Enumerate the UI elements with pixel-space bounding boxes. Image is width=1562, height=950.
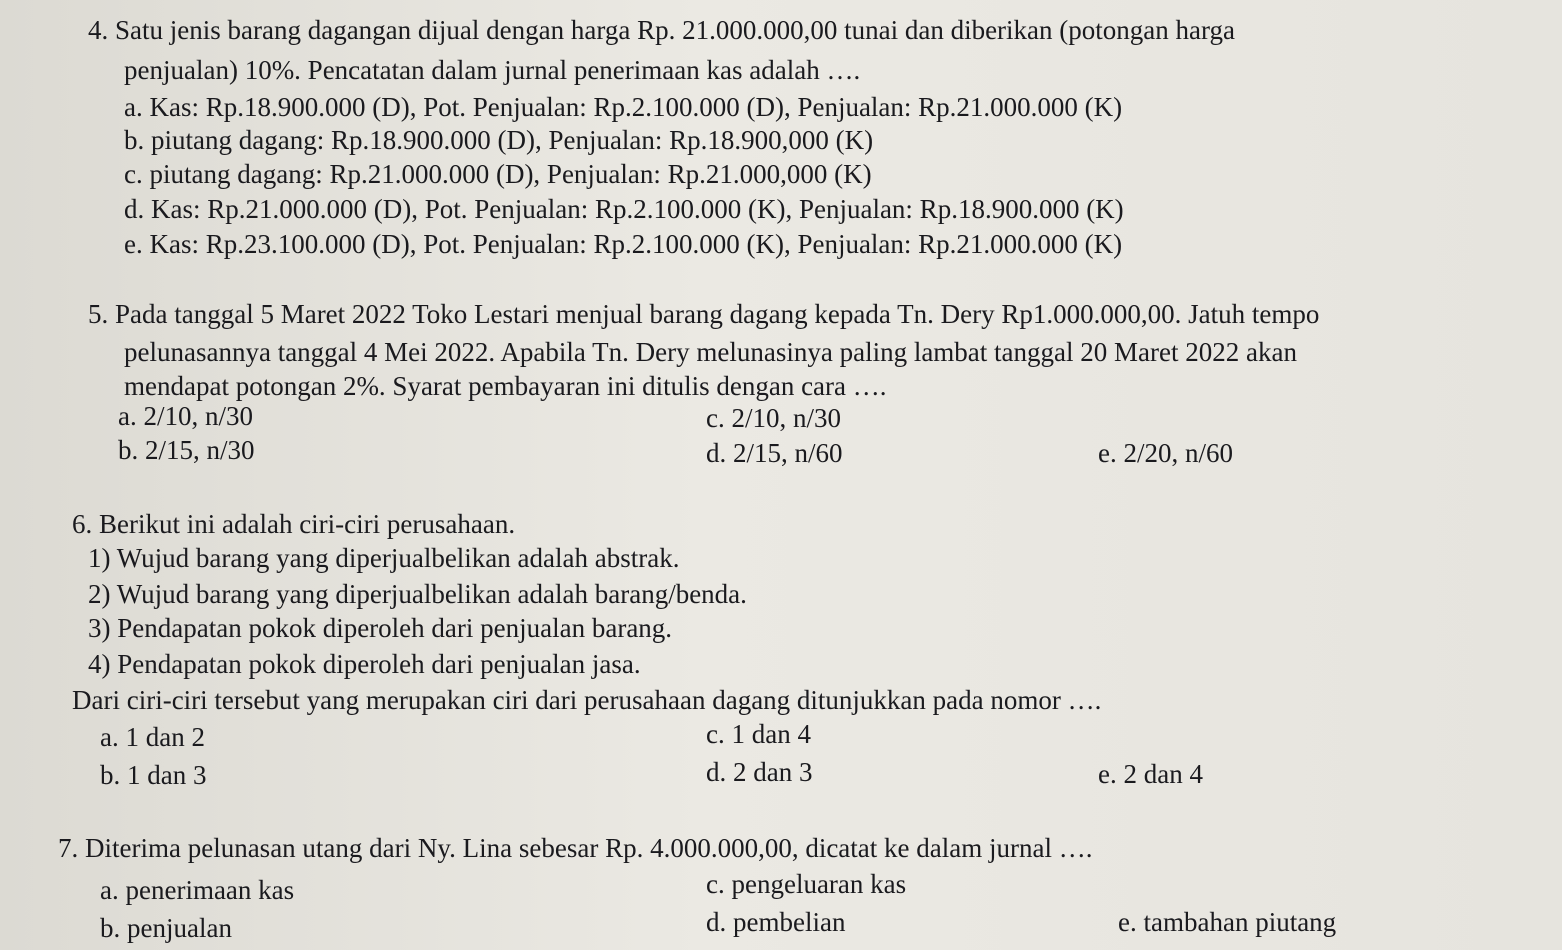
q6-option-a: a. 1 dan 2: [100, 722, 205, 752]
q4-option-e: e. Kas: Rp.23.100.000 (D), Pot. Penjualan: Rp.2.100.000 (K), Penjualan: Rp.21.000.000 (K): [124, 229, 1123, 259]
q7-option-d: d. pembelian: [706, 907, 846, 937]
q5-option-a: a. 2/10, n/30: [118, 401, 253, 431]
q6-option-c: c. 1 dan 4: [706, 719, 811, 749]
q6-item-1: 1) Wujud barang yang diperjualbelikan adalah abstrak.: [88, 543, 680, 573]
q6-option-d: d. 2 dan 3: [706, 757, 813, 787]
q4-stem-line-2: penjualan) 10%. Pencatatan dalam jurnal penerimaan kas adalah ….: [124, 55, 861, 85]
q6-item-4: 4) Pendapatan pokok diperoleh dari penjualan jasa.: [88, 649, 641, 679]
q5-stem-line-2: pelunasannya tanggal 4 Mei 2022. Apabila Tn. Dery melunasinya paling lambat tanggal 20 Maret 2022 akan: [124, 337, 1297, 367]
q7-option-c: c. pengeluaran kas: [706, 869, 907, 899]
q4-option-b: b. piutang dagang: Rp.18.900.000 (D), Penjualan: Rp.18.900,000 (K): [124, 125, 874, 155]
q7-stem: 7. Diterima pelunasan utang dari Ny. Lina sebesar Rp. 4.000.000,00, dicatat ke dalam jurnal ….: [58, 833, 1093, 863]
q7-option-a: a. penerimaan kas: [100, 875, 295, 905]
q5-stem-line-1: 5. Pada tanggal 5 Maret 2022 Toko Lestari menjual barang dagang kepada Tn. Dery Rp1.000.000,00. Jatuh tempo: [88, 299, 1320, 329]
q5-stem-line-3: mendapat potongan 2%. Syarat pembayaran ini ditulis dengan cara ….: [124, 371, 887, 401]
q4-option-d: d. Kas: Rp.21.000.000 (D), Pot. Penjualan: Rp.2.100.000 (K), Penjualan: Rp.18.900.000 (K): [124, 194, 1124, 224]
q6-option-b: b. 1 dan 3: [100, 760, 207, 790]
q5-option-d: d. 2/15, n/60: [706, 438, 843, 468]
q4-stem-line-1: 4. Satu jenis barang dagangan dijual dengan harga Rp. 21.000.000,00 tunai dan diberikan (potongan harga: [88, 15, 1235, 45]
q5-option-b: b. 2/15, n/30: [118, 435, 255, 465]
q7-option-b: b. penjualan: [100, 913, 232, 943]
q6-item-2: 2) Wujud barang yang diperjualbelikan adalah barang/benda.: [88, 579, 747, 609]
q6-question: Dari ciri-ciri tersebut yang merupakan ciri dari perusahaan dagang ditunjukkan pada nomor ….: [72, 685, 1102, 715]
q6-item-3: 3) Pendapatan pokok diperoleh dari penjualan barang.: [88, 613, 673, 643]
q6-stem: 6. Berikut ini adalah ciri-ciri perusahaan.: [72, 509, 516, 539]
q4-option-a: a. Kas: Rp.18.900.000 (D), Pot. Penjualan: Rp.2.100.000 (D), Penjualan: Rp.21.000.000 (K): [124, 92, 1123, 122]
q5-option-e: e. 2/20, n/60: [1098, 438, 1233, 468]
q4-option-c: c. piutang dagang: Rp.21.000.000 (D), Penjualan: Rp.21.000,000 (K): [124, 159, 872, 189]
q5-option-c: c. 2/10, n/30: [706, 403, 841, 433]
q6-option-e: e. 2 dan 4: [1098, 759, 1203, 789]
q7-option-e: e. tambahan piutang: [1118, 907, 1337, 937]
